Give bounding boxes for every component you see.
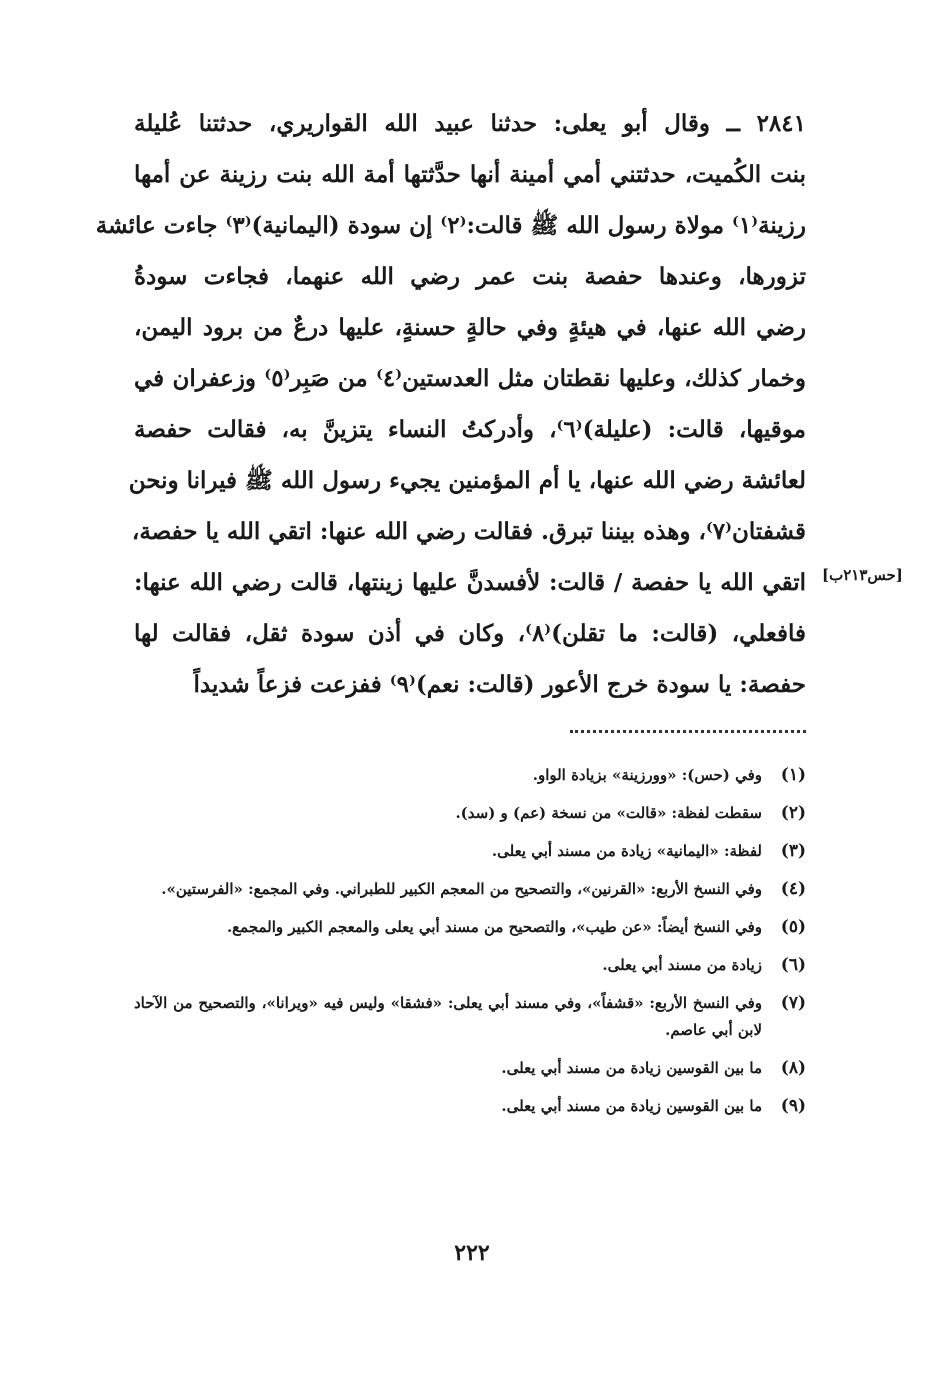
footnote-separator: [570, 730, 806, 737]
manuscript-margin-note: [حس٢١٣ب]: [822, 566, 903, 584]
footnote-text: وفي النسخ أيضاً: «عن طيب»، والتصحيح من مسند أبي يعلى والمعجم الكبير والمجمع.: [226, 918, 762, 936]
hadith-text: [95, 98, 807, 710]
footnote-number: (١): [780, 765, 806, 785]
text-line: قشفتان⁽٧⁾، وهذه بيننا تبرق. فقالت رضي الله عنها: اتقي الله يا حفصة،: [131, 518, 806, 545]
text-line: رضي الله عنها، في هيئةٍ وفي حالةٍ حسنةٍ، عليها درعٌ من برود اليمن،: [134, 314, 806, 341]
text-line: لعائشة رضي الله عنها، يا أم المؤمنين يجيء رسول الله ﷺ فيرانا ونحن: [128, 467, 806, 494]
footnote-number: (٨): [780, 1058, 806, 1078]
footnote-number: (٩): [780, 1096, 806, 1116]
footnote-text: لفظة: «اليمانية» زيادة من مسند أبي يعلى.: [491, 842, 762, 860]
text-line: بنت الكُميت، حدثتني أمي أمينة أنها حدَّثتها أمة الله بنت رزينة عن أمها: [134, 161, 806, 188]
footnote-number: (٣): [780, 841, 806, 861]
footnote-text: وفي النسخ الأربع: «القرنين»، والتصحيح من المعجم الكبير للطبراني. وفي المجمع: «الفرستين».: [161, 880, 762, 898]
footnotes: [134, 762, 806, 1131]
footnote-number: (٥): [780, 917, 806, 937]
footnote-text: ما بين القوسين زيادة من مسند أبي يعلى.: [501, 1097, 762, 1115]
footnote: [134, 800, 806, 827]
footnote: [134, 914, 806, 941]
text-line: رزينة⁽١⁾ مولاة رسول الله ﷺ قالت:⁽٢⁾ إن سودة (اليمانية)⁽٣⁾ جاءت عائشة: [95, 212, 806, 239]
text-line: فافعلي، (قالت: ما تقلن)⁽٨⁾، وكان في أذن سودة ثقل، فقالت لها: [134, 620, 807, 647]
text-line: ٢٨٤١ ــ وقال أبو يعلى: حدثنا عبيد الله القواريري، حدثتنا عُليلة: [134, 110, 806, 137]
footnote-text: وفي (حس): «وورزينة» بزيادة الواو.: [532, 766, 762, 784]
page-number: ٢٢٢: [454, 1240, 490, 1266]
text-line: اتقي الله يا حفصة / قالت: لأفسدنَّ عليها زينتها، قالت رضي الله عنها:: [134, 569, 806, 596]
text-line: موقيها، قالت: (عليلة)⁽٦⁾، وأدركتُ النساء يتزينَّ به، فقالت حفصة: [134, 416, 806, 443]
footnote: [134, 838, 806, 865]
text-line: وخمار كذلك، وعليها نقطتان مثل العدستين⁽٤⁾ من صَبِر⁽٥⁾ وزعفران في: [134, 365, 806, 392]
text-line: حفصة: يا سودة خرج الأعور (قالت: نعم)⁽٩⁾ ففزعت فزعاً شديداً: [193, 671, 806, 698]
footnote-text: ما بين القوسين زيادة من مسند أبي يعلى.: [501, 1059, 762, 1077]
footnote-number: (٢): [780, 803, 806, 823]
footnote: [134, 952, 806, 979]
footnote-number: (٤): [780, 879, 806, 899]
footnote-text: زيادة من مسند أبي يعلى.: [602, 956, 762, 974]
footnote-number: (٧): [780, 993, 806, 1013]
footnote: [134, 762, 806, 789]
footnote: [134, 1093, 806, 1120]
footnote: [134, 1055, 806, 1082]
footnote-number: (٦): [780, 955, 806, 975]
footnote: [134, 990, 806, 1044]
footnote: [134, 876, 806, 903]
footnote-text: سقطت لفظة: «قالت» من نسخة (عم) و (سد).: [455, 804, 762, 822]
text-line: تزورها، وعندها حفصة بنت عمر رضي الله عنهما، فجاءت سودةُ: [134, 263, 806, 290]
footnote-text: وفي النسخ الأربع: «قشفاً»، وفي مسند أبي يعلى: «فشقا» وليس فيه «ويرانا»، والتصحيح من الآحاد لابن أبي عاصم.: [134, 994, 762, 1039]
